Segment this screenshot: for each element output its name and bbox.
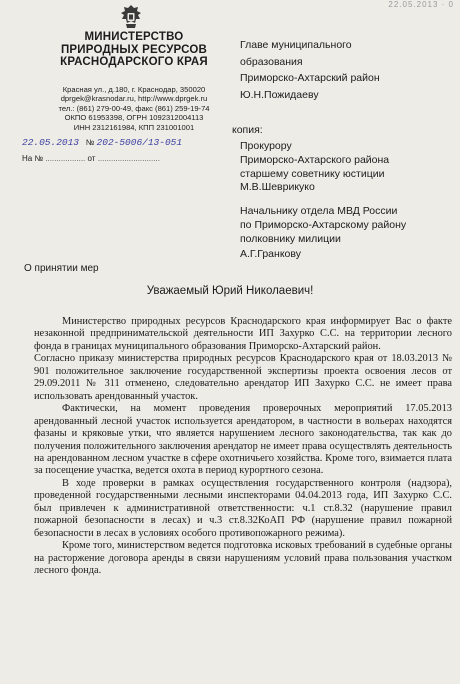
- addressee-line: Ю.Н.Пожидаеву: [240, 88, 319, 101]
- registration-number: 202-5006/13-051: [96, 137, 183, 148]
- reference-line: На № .................. от ............................: [22, 154, 160, 163]
- addressee-block: [240, 37, 450, 103]
- copy-line: Приморско-Ахтарского района: [240, 153, 390, 166]
- registration-line: [22, 137, 182, 148]
- reference-from-label: от: [87, 154, 96, 163]
- contact-phone: тел.: (861) 279-00-49, факс (861) 259-19-74: [58, 103, 210, 113]
- ministry-line-2: ПРИРОДНЫХ РЕСУРСОВ: [60, 43, 208, 56]
- contact-inn: ИНН 2312161984, КПП 231001001: [73, 122, 195, 132]
- coat-of-arms-icon: [118, 4, 144, 30]
- copy-line: М.В.Шеврикуко: [240, 181, 315, 194]
- copy-line: А.Г.Гранкову: [240, 247, 301, 260]
- copy-line: Прокурору: [240, 140, 292, 152]
- ministry-contacts: [54, 85, 214, 132]
- addressee-line: Приморско-Ахтарский район: [240, 72, 380, 84]
- body-paragraph: Фактически, на момент проведения проверочных мероприятий 17.05.2013 арендованный лесной участок используется арендатором, в частности в вольерах находятся фазаны и кряковые утки, что является нарушением лесного законодательства, так как до получения положительного заключения арендатор не имеет права осуществлять деятельность на арендованном лесном участке в сфере охотничьего хозяйства. Кроме того, взимается плата за посещение участка, ведется охота в период курортного сезона.: [34, 403, 452, 477]
- copy-line: по Приморско-Ахтарскому району: [240, 219, 407, 232]
- copy-recipient-police: [240, 204, 455, 261]
- contact-okpo: ОКПО 61953398, ОГРН 1092312004113: [64, 113, 204, 123]
- contact-email-web: dprgek@krasnodar.ru, http://www.dprgek.ru: [60, 94, 208, 104]
- reference-label: На №: [22, 154, 44, 163]
- letter-greeting: Уважаемый Юрий Николаевич!: [146, 285, 314, 297]
- addressee-line: Главе муниципального: [240, 39, 352, 51]
- contact-address: Красная ул., д.180, г. Краснодар, 350020: [62, 85, 206, 94]
- copy-label: копия:: [232, 124, 263, 136]
- body-paragraph: Министерство природных ресурсов Краснодарского края информирует Вас о факте незаконной предпринимательской деятельности ИП Захурко С.С. на территории лесного фонда в границах муниципального образования Приморско-Ахтарский район.: [34, 316, 452, 352]
- letter-body: [34, 316, 452, 578]
- registration-number-label: №: [85, 138, 95, 147]
- copy-line: Начальнику отдела МВД России: [240, 205, 398, 217]
- body-paragraph: Кроме того, министерством ведется подготовка исковых требований в судебные органы на расторжение договора аренды в связи нарушениям условий права пользования участком лесного фонда.: [34, 540, 452, 577]
- body-paragraph: Согласно приказу министерства природных ресурсов Краснодарского края от 18.03.2013 № 901 положительное заключение государственной экспертизы проекта освоения лесов от 29.09.2011 № 311 отменено, следовательно арендатор ИП Захурко С.С. не имеет права использовать арендованный участок.: [34, 353, 452, 402]
- ministry-name: [54, 31, 214, 69]
- body-paragraph: В ходе проверки в рамках осуществления государственного контроля (надзора), проведенной государственными лесными инспекторами 04.04.2013 года, ИП Захурко С.С. был привлечен к административной ответственности: ч.1 ст.8.32 (нарушение правил пожарной безопасности в лесах) и ч.3 ст.8.32КоАП РФ (нарушение правил пожарной безопасности в лесах в условиях особого противопожарного режима).: [34, 477, 452, 539]
- copy-recipient-prosecutor: [240, 140, 455, 195]
- corner-registration-mark: 22.05.2013 · 0: [388, 0, 454, 9]
- letter-subject: О принятии мер: [24, 263, 99, 274]
- ministry-line-1: МИНИСТЕРСТВО: [84, 31, 184, 43]
- copy-line: полковнику милиции: [240, 233, 341, 246]
- copy-line: старшему советнику юстиции: [240, 167, 385, 180]
- registration-date: 22.05.2013: [22, 137, 80, 148]
- ministry-line-3: КРАСНОДАРСКОГО КРАЯ: [60, 56, 208, 68]
- addressee-line: образования: [240, 55, 303, 68]
